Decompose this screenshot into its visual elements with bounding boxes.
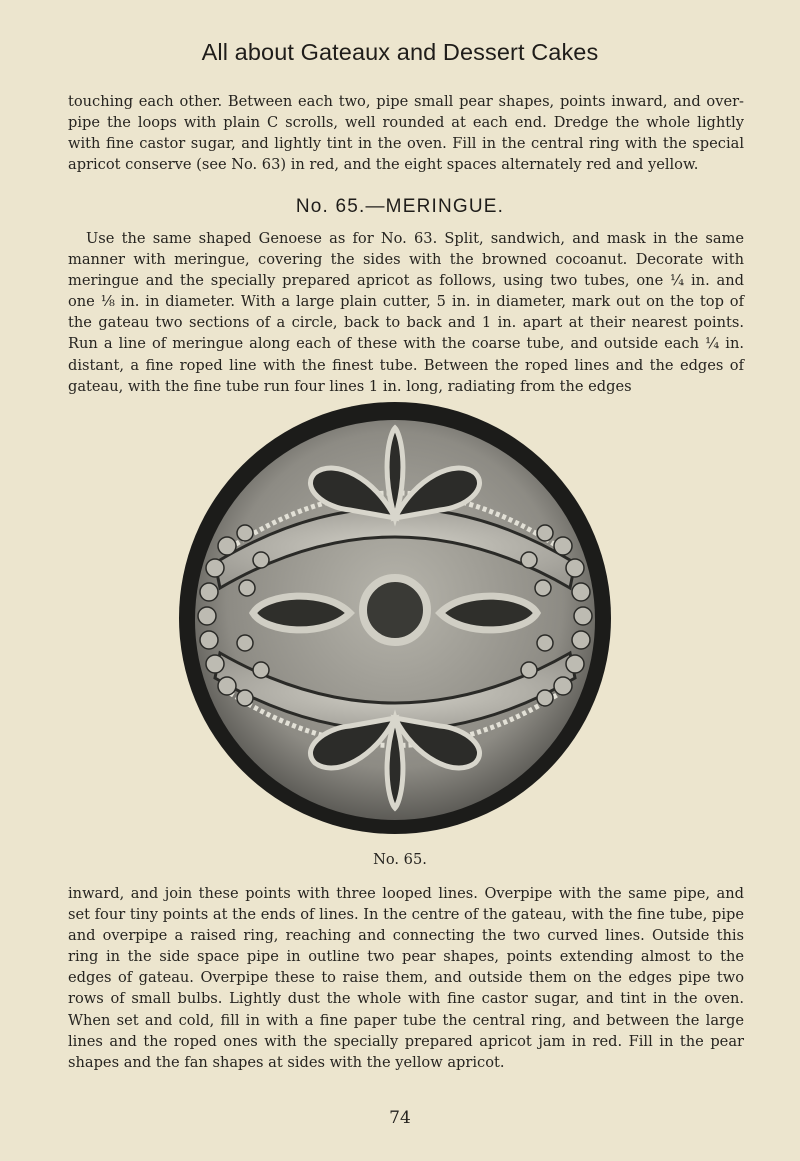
paragraph-2 xyxy=(68,228,744,397)
gateau-photo-illustration xyxy=(175,398,615,838)
figure-caption: No. 65. xyxy=(373,851,427,868)
page-number: 74 xyxy=(389,1108,411,1128)
paragraph-3 xyxy=(68,883,744,1073)
paragraph-1-text: touching each other. Between each two, pipe small pear shapes, points inward, and over-pipe the loops with plain C scrolls, well rounded at each end. Dredge the whole lightly with fine castor sugar, and lightly tint in the oven. Fill in the central ring with the special apricot conserve (see No. 63) in red, and the eight spaces alternately red and yellow. xyxy=(68,93,744,174)
central-ring xyxy=(363,578,427,642)
paragraph-2-text: Use the same shaped Genoese as for No. 63. Split, sandwich, and mask in the same manner with meringue, covering the sides with the browned cocoanut. Decorate with meringue and the specially prepared apricot as follows, using two tubes, one ¼ in. and one ⅛ in. in diameter. With a large plain cutter, 5 in. in diameter, mark out on the top of the gateau two sections of a circle, back to back and 1 in. apart at their nearest points. Run a line of meringue along each of these with the coarse tube, and outside each ¼ in. distant, a fine roped line with the finest tube. Between the roped lines and the edges of gateau, with the fine tube run four lines 1 in. long, radiating from the edges xyxy=(68,230,744,395)
running-head: All about Gateaux and Dessert Cakes xyxy=(201,39,599,65)
section-heading: No. 65.—MERINGUE. xyxy=(295,196,505,217)
right-pear-shape xyxy=(440,596,537,630)
left-pear-shape xyxy=(253,596,350,630)
paragraph-1 xyxy=(68,91,744,175)
gateau-photograph xyxy=(175,398,615,838)
paragraph-3-text: inward, and join these points with three looped lines. Overpipe with the same pipe, and set four tiny points at the ends of lines. In the centre of the gateau, with the fine tube, pipe and overpipe a raised ring, reaching and connecting the two curved lines. Outside this ring in the side space pipe in outline two pear shapes, points extending almost to the edges of gateau. Overpipe these to raise them, and outside them on the edges pipe two rows of small bulbs. Lightly dust the whole with fine castor sugar, and tint in the oven. When set and cold, fill in with a fine paper tube the central ring, and between the large lines and the roped ones with the specially prepared apricot jam in red. Fill in the pear shapes and the fan shapes at sides with the yellow apricot. xyxy=(68,885,744,1071)
